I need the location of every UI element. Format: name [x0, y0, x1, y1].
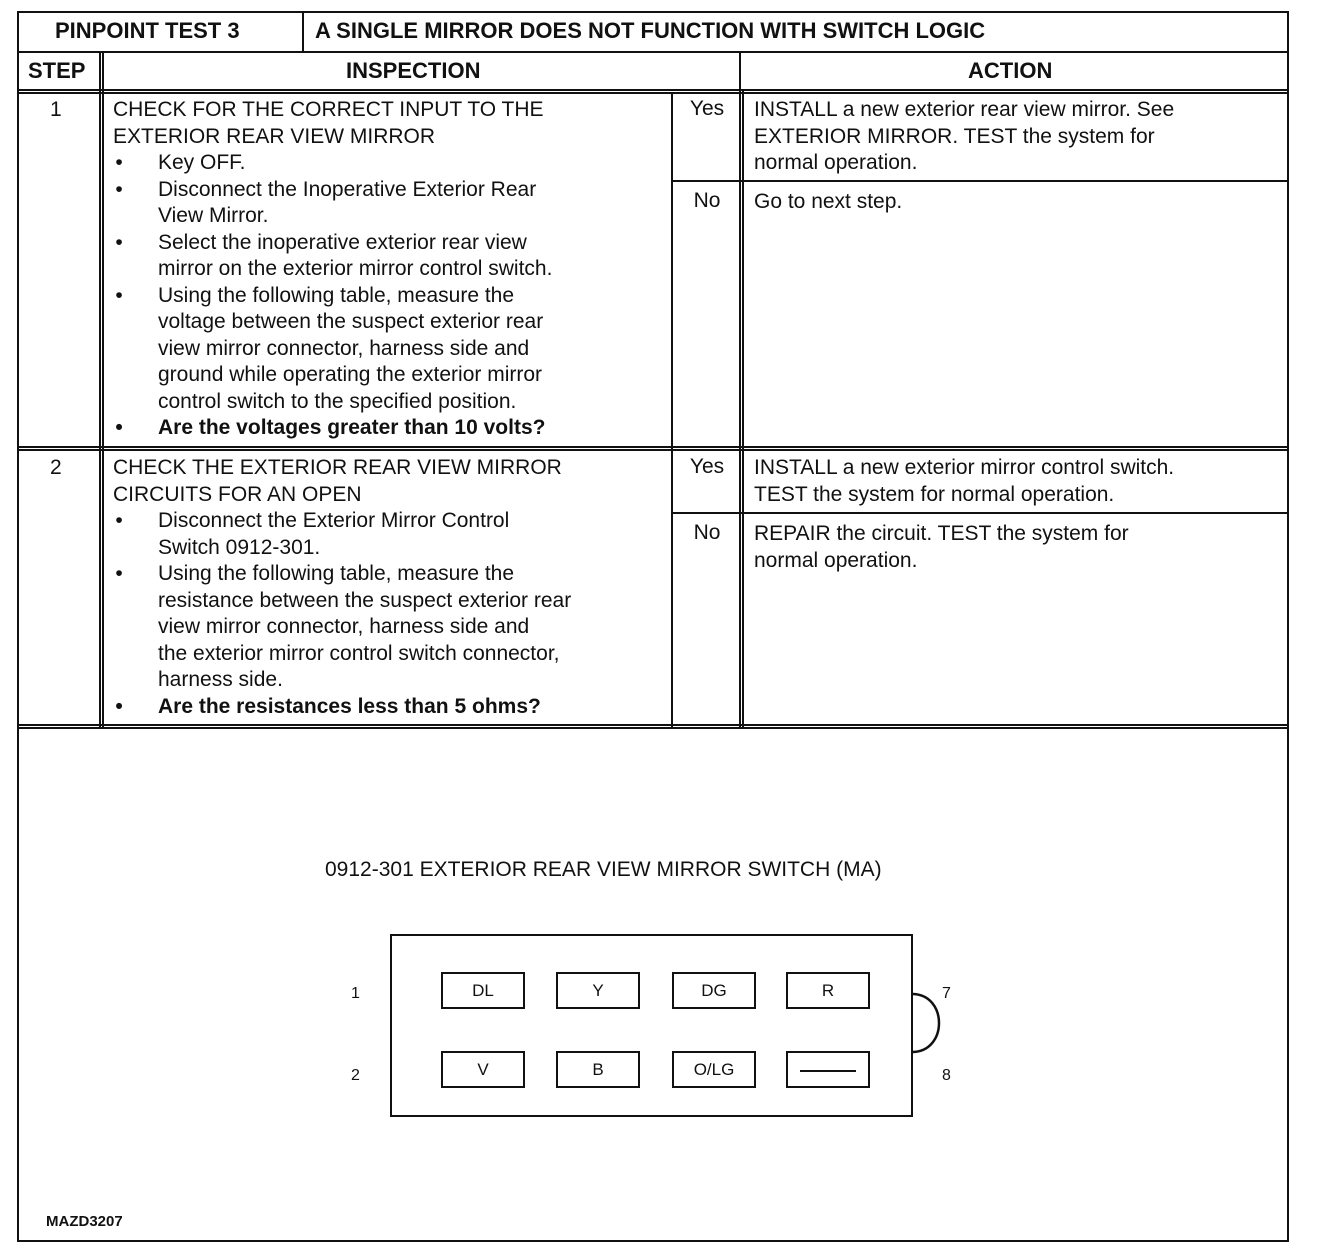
diagram-title: 0912-301 EXTERIOR REAR VIEW MIRROR SWITCH (MA)	[325, 858, 882, 881]
action-column-divider	[739, 51, 741, 727]
heading-line: EXTERIOR REAR VIEW MIRROR	[113, 124, 436, 148]
item-line: Switch 0912-301.	[158, 535, 321, 559]
item-line: control switch to the specified position.	[158, 389, 517, 413]
yes-action	[754, 97, 1284, 177]
item-line: view mirror connector, harness side and	[158, 615, 530, 638]
step-inspection	[113, 455, 669, 720]
bullet-icon: •	[115, 562, 123, 585]
pin-cell: V	[441, 1051, 525, 1088]
figure-code: MAZD3207	[46, 1213, 123, 1230]
list-item-question	[113, 415, 669, 442]
list-item	[113, 177, 669, 230]
item-line: view mirror connector, harness side and	[158, 336, 530, 360]
step-column-divider	[99, 51, 101, 727]
table-row-divider	[17, 89, 1289, 91]
table-row-divider	[17, 449, 1289, 451]
yes-action	[754, 455, 1284, 508]
bullet-icon: •	[115, 151, 123, 174]
pin-cell: Y	[556, 972, 640, 1009]
step-column-divider	[102, 51, 104, 727]
action-line: TEST the system for normal operation.	[754, 482, 1115, 506]
item-line: harness side.	[158, 668, 283, 691]
no-label: No	[693, 189, 721, 212]
inspection-list	[113, 508, 669, 720]
list-item	[113, 283, 669, 416]
action-line: INSTALL a new exterior rear view mirror. See	[754, 98, 1175, 121]
test-title: A SINGLE MIRROR DOES NOT FUNCTION WITH SWITCH LOGIC	[315, 18, 986, 43]
pin-cell: R	[786, 972, 870, 1009]
table-row-divider	[17, 92, 1289, 94]
heading-line: CIRCUITS FOR AN OPEN	[113, 482, 362, 506]
column-header-inspection: INSPECTION	[346, 58, 481, 83]
no-action	[754, 521, 1284, 574]
pin-cell: B	[556, 1051, 640, 1088]
list-item	[113, 561, 669, 694]
list-item-question	[113, 694, 669, 721]
table-row-divider	[17, 51, 1289, 53]
item-line: View Mirror.	[158, 204, 269, 227]
pin-cell: O/LG	[672, 1051, 756, 1088]
item-line: Using the following table, measure the	[158, 562, 515, 585]
inspection-yn-divider	[671, 92, 673, 727]
table-left-border	[17, 11, 19, 1242]
heading-line: CHECK FOR THE CORRECT INPUT TO THE	[113, 98, 544, 121]
list-item	[113, 508, 669, 561]
item-line: Disconnect the Exterior Mirror Control	[158, 509, 510, 532]
table-row-divider	[17, 446, 1289, 448]
list-item	[113, 230, 669, 283]
step-number: 2	[50, 456, 62, 479]
pin-cell: DG	[672, 972, 756, 1009]
table-row-divider	[17, 727, 1289, 729]
item-line: Are the resistances less than 5 ohms?	[158, 694, 541, 718]
item-line: Select the inoperative exterior rear view	[158, 230, 527, 254]
table-top-border	[17, 11, 1289, 13]
item-line: Using the following table, measure the	[158, 283, 515, 307]
item-line: ground while operating the exterior mirror	[158, 363, 543, 386]
item-line: the exterior mirror control switch connector,	[158, 641, 560, 665]
row-label: 1	[351, 985, 360, 1002]
step-heading	[113, 97, 669, 150]
bullet-icon: •	[115, 230, 123, 254]
action-line: Go to next step.	[754, 190, 903, 213]
heading-line: CHECK THE EXTERIOR REAR VIEW MIRROR	[113, 456, 562, 479]
no-label: No	[693, 521, 721, 544]
test-id: PINPOINT TEST 3	[55, 18, 240, 43]
table-right-border	[1287, 11, 1289, 1242]
list-item	[113, 150, 669, 177]
no-action	[754, 189, 1284, 216]
item-line: voltage between the suspect exterior rear	[158, 310, 544, 333]
item-line: Key OFF.	[158, 151, 246, 174]
action-column-divider	[742, 89, 744, 727]
action-line: REPAIR the circuit. TEST the system for	[754, 522, 1129, 545]
side-label: 8	[942, 1067, 951, 1084]
step-heading	[113, 455, 669, 508]
bullet-icon: •	[115, 416, 123, 439]
column-header-step: STEP	[28, 58, 86, 83]
item-line: Disconnect the Inoperative Exterior Rear	[158, 177, 537, 201]
bullet-icon: •	[115, 694, 123, 718]
side-label: 7	[942, 985, 951, 1002]
empty-pin-dash	[800, 1070, 856, 1072]
pin-cell-empty	[786, 1051, 870, 1088]
yes-label: Yes	[689, 97, 725, 120]
action-line: normal operation.	[754, 548, 918, 572]
row-label: 2	[351, 1067, 360, 1084]
table-row-divider	[17, 724, 1289, 726]
action-line: INSTALL a new exterior mirror control switch.	[754, 456, 1175, 479]
item-line: Are the voltages greater than 10 volts?	[158, 416, 546, 439]
item-line: mirror on the exterior mirror control switch.	[158, 257, 553, 280]
inspection-list	[113, 150, 669, 442]
yes-no-divider	[671, 512, 1289, 514]
pin-cell: DL	[441, 972, 525, 1009]
yes-no-divider	[671, 180, 1289, 182]
column-header-action: ACTION	[968, 58, 1053, 83]
bullet-icon: •	[115, 283, 123, 307]
header-divider	[302, 11, 304, 52]
connector-body	[390, 934, 913, 1117]
bullet-icon: •	[115, 177, 123, 201]
action-line: normal operation.	[754, 151, 918, 174]
item-line: resistance between the suspect exterior rear	[158, 588, 572, 612]
bullet-icon: •	[115, 509, 123, 532]
action-line: EXTERIOR MIRROR. TEST the system for	[754, 124, 1155, 148]
step-number: 1	[50, 98, 62, 121]
yes-label: Yes	[689, 455, 725, 478]
table-bottom-border	[17, 1240, 1289, 1242]
step-inspection	[113, 97, 669, 442]
